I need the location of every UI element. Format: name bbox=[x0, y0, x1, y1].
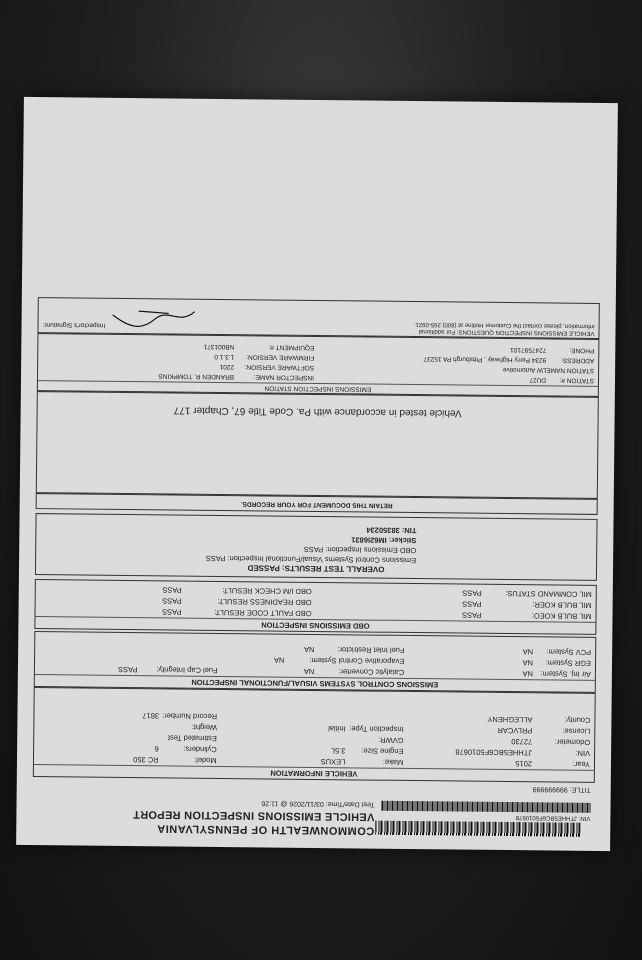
result-line: Emissions Control Systems Visual/Functional Inspection: PASS bbox=[205, 553, 417, 566]
field-label: OBD I/M CHECK RESULT: bbox=[222, 586, 312, 596]
compliance-section bbox=[36, 391, 599, 499]
field-value: NA bbox=[303, 666, 315, 676]
field-value: JTHHE5BC6F5010678 bbox=[455, 747, 533, 758]
field-label: GVWR: bbox=[378, 735, 404, 745]
field-value: 2201 bbox=[219, 363, 235, 371]
field-label: PHONE: bbox=[569, 347, 595, 355]
test-date: Test Date/Time: 03/11/2026 @ 11:26 bbox=[261, 799, 375, 808]
field-label: Inspection Type: bbox=[349, 724, 404, 734]
emissions-visual-section bbox=[34, 631, 597, 693]
field-label: INSPECTOR NAME: bbox=[253, 373, 315, 382]
overall-results-section bbox=[35, 513, 598, 581]
vin-barcode bbox=[380, 801, 590, 813]
field-value: PASS bbox=[118, 664, 138, 675]
field-value: NB001371 bbox=[203, 343, 235, 351]
vin-line: VIN: JTHHE5BC6F5010678 bbox=[515, 814, 591, 821]
title-number: TITLE: 999999999 bbox=[532, 785, 591, 793]
field-value: 9234 Perry Highway , Pittsburgh PA 15237 bbox=[423, 355, 547, 364]
field-label: OBD READINESS RESULT: bbox=[217, 596, 312, 607]
field-value: 3.5L bbox=[330, 746, 346, 756]
field-label: Odometer: bbox=[554, 737, 591, 747]
field-value: PASS bbox=[162, 607, 182, 617]
field-label: Model: bbox=[194, 755, 217, 765]
vin-barcode-block bbox=[380, 801, 590, 821]
inspection-report-paper bbox=[16, 97, 618, 851]
section-heading: EMISSIONS CONTROL SYSTEMS VISUAL/FUNCTIONAL INSPECTION bbox=[35, 674, 595, 692]
field-label: County: bbox=[564, 715, 591, 725]
field-label: OBD FAULT CODE RESULT: bbox=[214, 607, 312, 618]
field-label: Weight: bbox=[191, 722, 218, 732]
field-label: Catalytic Converter: bbox=[338, 667, 405, 677]
field-value: NA bbox=[522, 669, 533, 679]
inspection-station-section bbox=[37, 333, 600, 397]
field-value: RC 350 bbox=[133, 755, 159, 765]
field-label: MIL COMMAND STATUS: bbox=[505, 588, 592, 599]
field-value: PASS bbox=[162, 585, 182, 595]
field-label: Evaporative Control System: bbox=[309, 655, 405, 666]
field-label: ADDRESS: bbox=[560, 357, 595, 365]
field-value: NA bbox=[522, 647, 534, 657]
field-value: LW Automotive bbox=[502, 366, 547, 374]
field-label: Engine Size: bbox=[361, 746, 404, 756]
field-value: PASS bbox=[462, 599, 482, 609]
field-label: Air Inj. System: bbox=[540, 669, 591, 679]
obd-inspection-section bbox=[34, 579, 596, 635]
result-line: OBD Emissions Inspection: PASS bbox=[303, 544, 417, 556]
field-label: Record Number: bbox=[162, 711, 218, 721]
field-value: BRANDEN R. TOMPKINS bbox=[158, 372, 235, 381]
signature-label: Inspector's Signature: bbox=[42, 321, 106, 329]
field-value: PRLVCAR bbox=[497, 725, 533, 736]
field-label: SOFTWARE VERSION: bbox=[244, 363, 315, 372]
field-label: EGR System: bbox=[545, 658, 592, 668]
overall-result: OVERALL TEST RESULTS: PASSED bbox=[247, 563, 385, 574]
field-label: MIL BULB KOEO: bbox=[531, 611, 592, 621]
field-value: PASS bbox=[162, 596, 182, 606]
field-value: PASS bbox=[462, 588, 482, 598]
retain-notice: RETAIN THIS DOCUMENT FOR YOUR RECORDS. bbox=[36, 493, 598, 515]
field-label: Cylinders: bbox=[183, 744, 217, 754]
hotline-note: VEHICLE EMISSIONS INSPECTION QUESTIONS: For additional information, please contact the Customer Hotline at (800) 265-0921. bbox=[413, 321, 595, 336]
field-label: Estimated Test bbox=[167, 733, 217, 743]
barcode bbox=[375, 821, 580, 837]
field-value: NA bbox=[304, 644, 315, 654]
field-label: Fuel Inlet Restrictor: bbox=[337, 645, 405, 655]
field-value: NA bbox=[273, 655, 285, 665]
field-value: 7247597101 bbox=[510, 346, 547, 354]
section-heading: EMISSIONS INSPECTION STATION bbox=[38, 380, 598, 396]
report-header bbox=[34, 797, 374, 837]
field-value: 3817 bbox=[142, 711, 160, 721]
inspector-signature bbox=[109, 303, 199, 330]
field-value: 72730 bbox=[511, 737, 533, 747]
tin-number: TIN: 38350234 bbox=[366, 525, 417, 536]
report-title-2: VEHICLE EMISSIONS INSPECTION REPORT bbox=[132, 808, 375, 823]
field-label: Make: bbox=[382, 757, 404, 767]
field-label: STATION NAME: bbox=[544, 366, 595, 375]
section-heading: VEHICLE INFORMATION bbox=[34, 764, 594, 782]
field-label: License: bbox=[562, 726, 591, 736]
field-label: FIRMWARE VERSION: bbox=[246, 353, 315, 362]
field-label: VIN: bbox=[575, 748, 591, 758]
field-value: 6 bbox=[154, 744, 159, 754]
section-heading: OBD EMISSIONS INSPECTION bbox=[35, 616, 595, 634]
field-value: DU27 bbox=[529, 376, 547, 384]
field-value: 1.3.1.0 bbox=[214, 353, 235, 361]
field-value: NA bbox=[522, 658, 534, 668]
field-label: Fuel Cap Integrity: bbox=[156, 665, 218, 675]
field-value: LEXUS bbox=[320, 757, 346, 767]
field-label: MIL BULB KOER: bbox=[532, 600, 592, 610]
field-label: PCV System: bbox=[546, 647, 592, 657]
field-label: STATION #: bbox=[559, 377, 595, 385]
field-value: ALLEGHENY bbox=[487, 714, 533, 725]
compliance-text: Vehicle tested in accordance with Pa. Code Title 67, Chapter 177 bbox=[173, 404, 462, 419]
field-value: PASS bbox=[462, 610, 482, 620]
vehicle-information-section bbox=[33, 687, 596, 783]
field-value: Initial bbox=[328, 724, 346, 734]
sticker-number: Sticker: IM62l6831 bbox=[351, 535, 417, 546]
field-value: 2015 bbox=[515, 759, 533, 769]
field-label: Year: bbox=[572, 759, 591, 769]
signature-section bbox=[37, 297, 599, 339]
field-label: EQUIPMENT #: bbox=[268, 343, 315, 352]
report-title-1: COMMONWEALTH OF PENNSYLVANIA bbox=[156, 822, 375, 837]
